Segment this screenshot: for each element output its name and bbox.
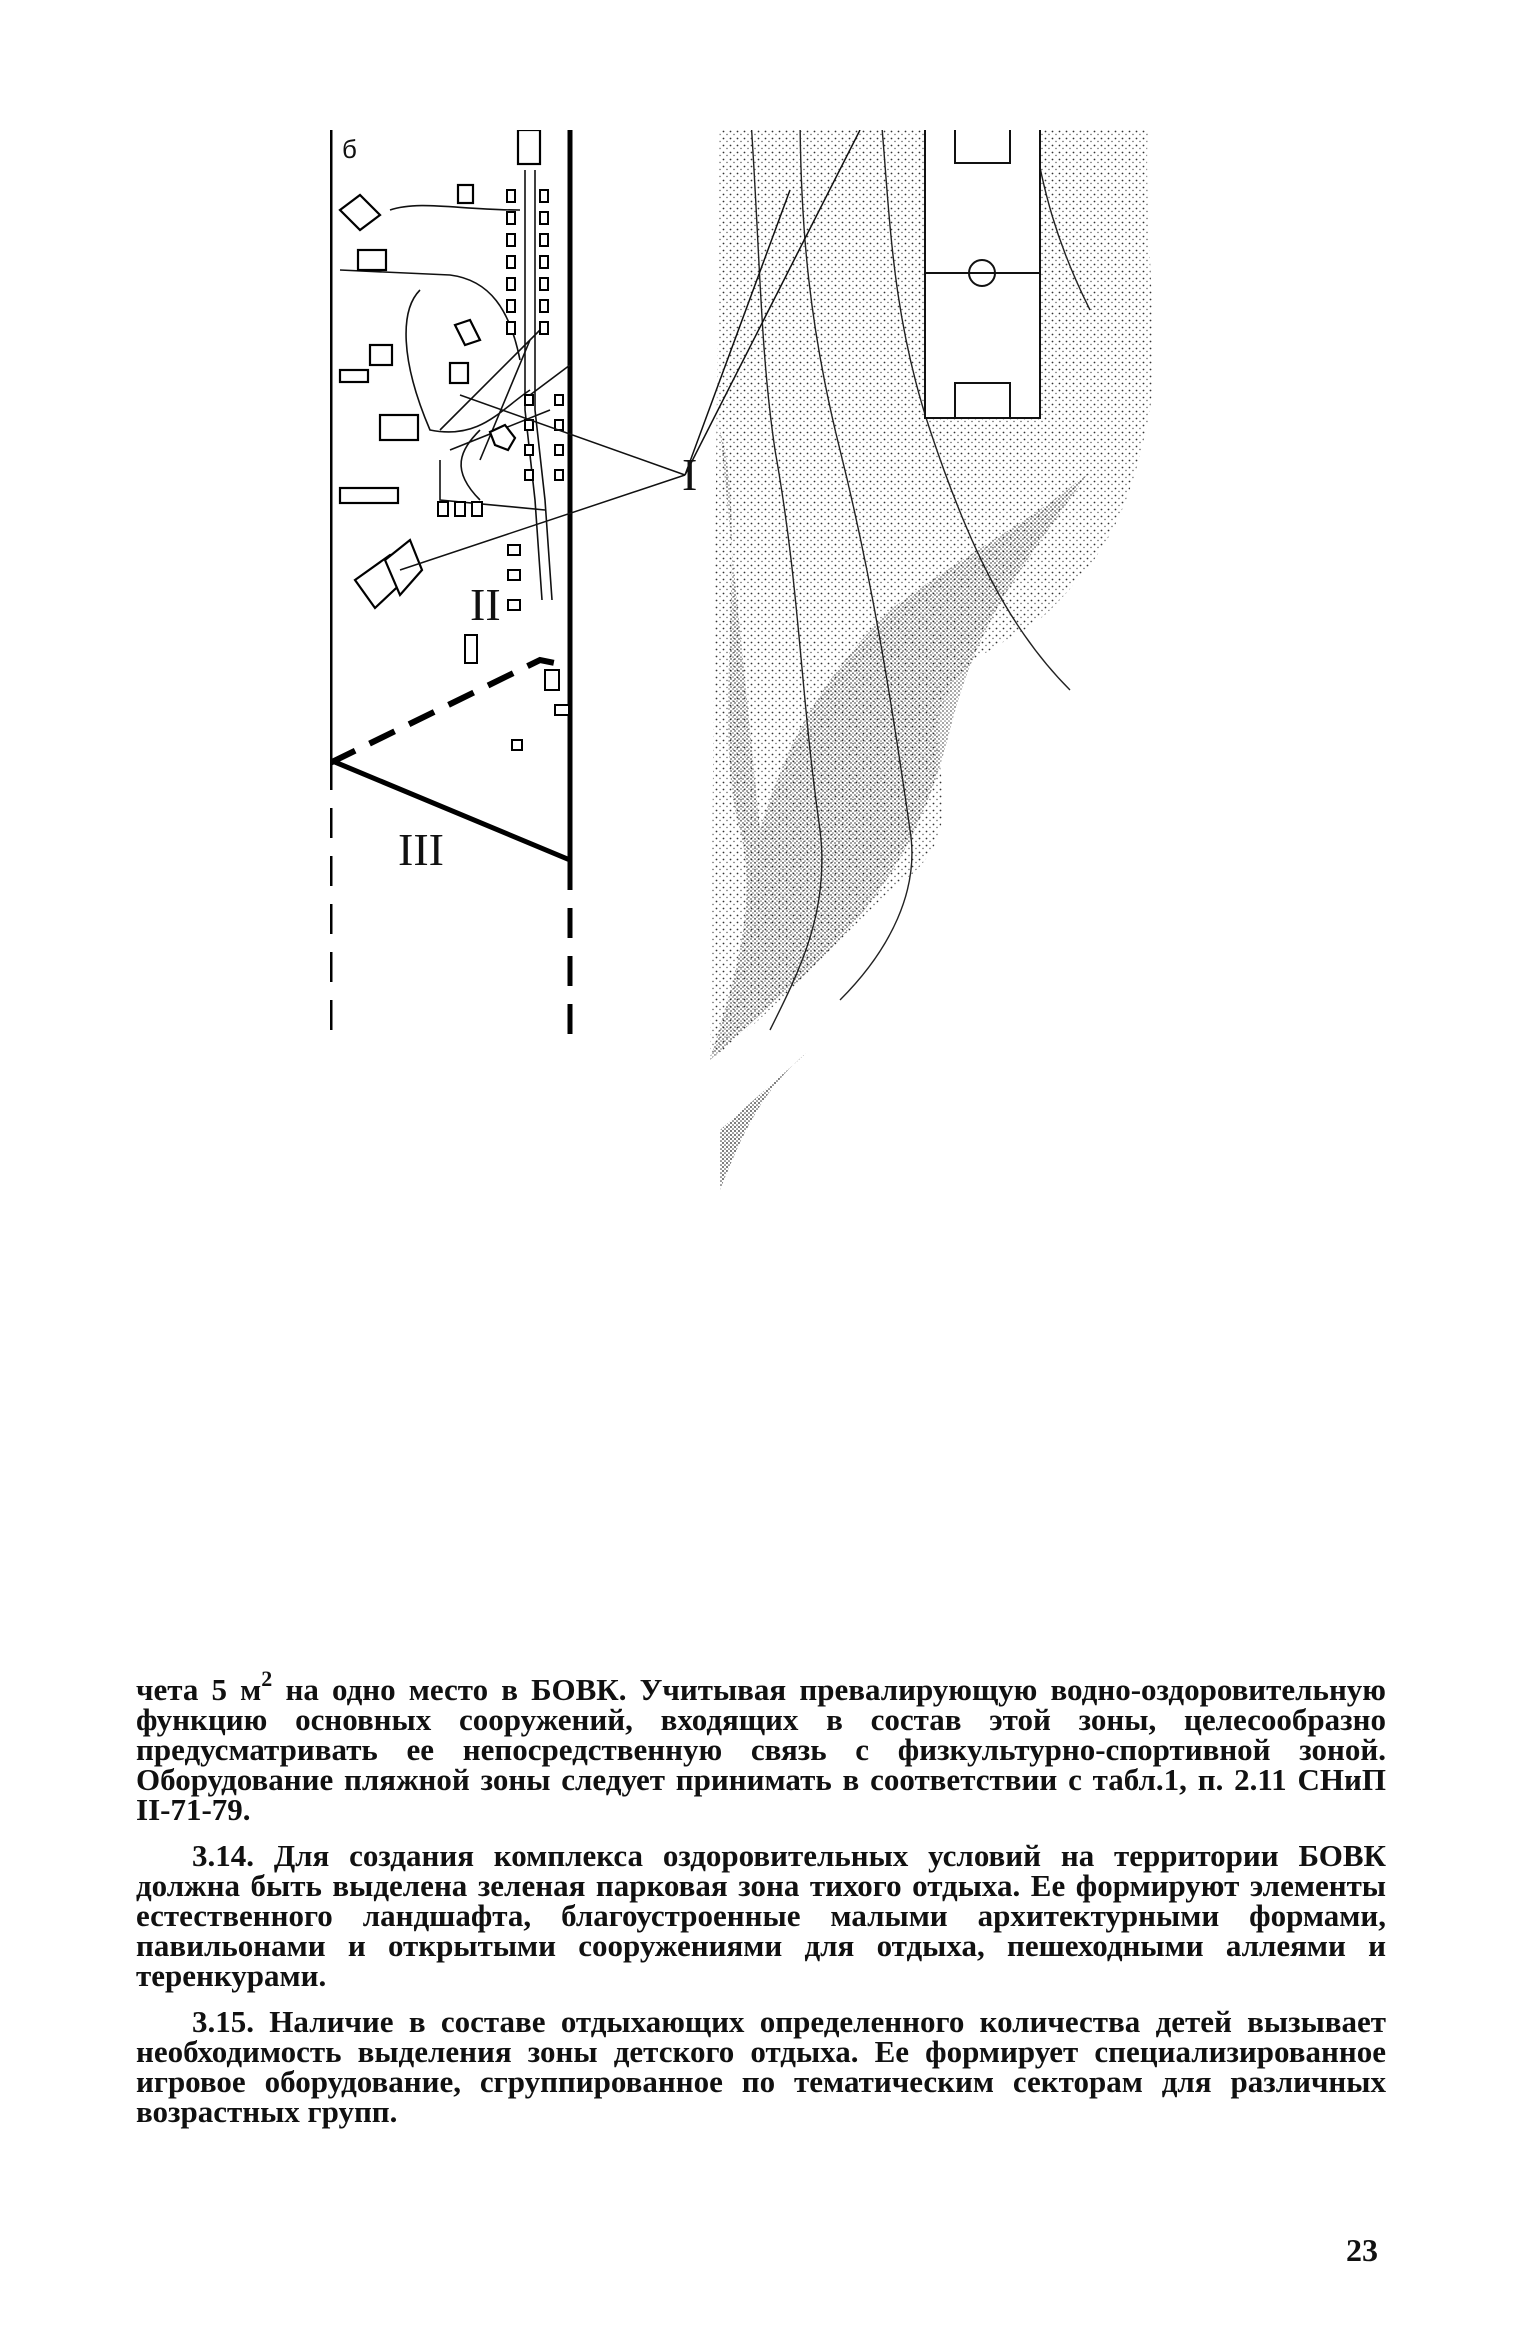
zone-label-1: I bbox=[682, 449, 698, 500]
site-plan-drawing bbox=[330, 130, 1170, 1590]
paragraph-2: 3.14. Для создания комплекса оздоровительных условий на территории БОВК должна быть выделена зеленая парковая зона тихого отдыха. Ее формируют элементы естественного ландшафта, благоустроенные малыми архитектурными формами, павильонами и открытыми сооружениями для отдыха, пешеходными аллеями и теренкурами. bbox=[136, 1838, 1386, 1993]
panel-label: б bbox=[342, 134, 357, 164]
site-plan-figure bbox=[330, 130, 1170, 1590]
paragraph-3: 3.15. Наличие в составе отдыхающих определенного количества детей вызывает необходимость выделения зоны детского отдыха. Ее формирует специализированное игровое оборудование, сгруппированное по тематическим секторам для различных возрастных групп. bbox=[136, 2004, 1386, 2129]
zone-label-2: II bbox=[470, 579, 501, 630]
paragraph-1: чета 5 $м^2$ на одно место в БОВК. Учитывая превалирующую водно-оздоровительную функцию основных сооружений, входящих в состав этой зоны, целесообразно предусматривать ее непосредственную связь с физкультурно-спортивной зоной. Оборудование пляжной зоны следует принимать в соответствии с табл.1, п. 2.11 СНиП II-71-79. bbox=[136, 1666, 1386, 1827]
page-number: 23 bbox=[1346, 2232, 1378, 2268]
body-text bbox=[136, 1666, 1386, 2143]
football-field bbox=[925, 130, 1040, 418]
zone-label-3: III bbox=[398, 824, 444, 875]
